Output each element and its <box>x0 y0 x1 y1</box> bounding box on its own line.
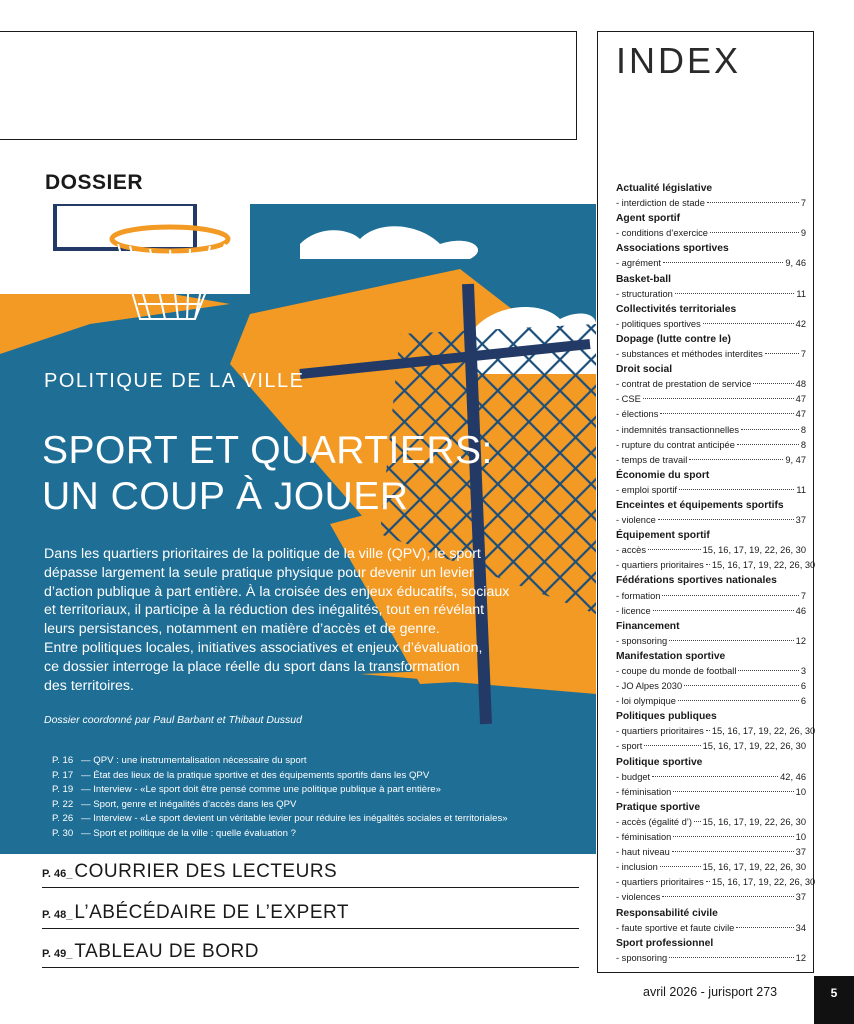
index-entry-pages: 48 <box>795 379 806 390</box>
toc-text: — État des lieux de la pratique sportive et des équipements sportifs dans les QPV <box>81 769 430 781</box>
rubric-title: L’ABÉCÉDAIRE DE L’EXPERT <box>74 902 349 923</box>
index-entry[interactable] <box>616 739 806 754</box>
index-entry[interactable] <box>616 287 806 302</box>
index-entry-text: - violences <box>616 892 661 903</box>
index-entry-text: - violence <box>616 515 656 526</box>
index-heading: Actualité législative <box>616 183 713 194</box>
index-heading: Manifestation sportive <box>616 650 726 662</box>
index-entry-text: - quartiers prioritaires <box>616 726 704 737</box>
toc-page: P. 26 <box>52 813 74 824</box>
index-entry-pages: 8 <box>800 424 806 435</box>
index-entry-pages: 6 <box>800 681 806 692</box>
index-entry[interactable] <box>616 845 806 860</box>
index-entry[interactable] <box>616 694 806 709</box>
dot-leader <box>738 670 798 671</box>
index-entry-text: - licence <box>616 605 651 616</box>
index-heading: Collectivités territoriales <box>616 303 737 315</box>
rubric-courrier[interactable] <box>42 861 579 888</box>
lead-line: leurs persistances, notamment en matière d’accès et de genre. <box>44 621 440 638</box>
index-entry-pages: 12 <box>795 952 806 963</box>
index-entry[interactable] <box>616 921 806 936</box>
index-entry-pages: 15, 16, 17, 19, 22, 26, 30 <box>702 862 806 873</box>
section-label: DOSSIER <box>45 171 144 194</box>
index-heading: Politique sportive <box>616 756 703 768</box>
toc-text: — Interview - «Le sport doit être pensé comme une politique publique à part entière» <box>81 784 441 795</box>
index-entry-text: - féminisation <box>616 786 672 797</box>
index-entry-pages: 15, 16, 17, 19, 22, 26, 30 <box>711 877 816 888</box>
index-entry[interactable] <box>616 664 806 679</box>
toc-item[interactable] <box>52 812 508 827</box>
toc-page: P. 19 <box>52 784 74 795</box>
index-entry[interactable] <box>616 770 806 785</box>
index-entry-pages: 3 <box>800 666 806 676</box>
article-kicker: POLITIQUE DE LA VILLE <box>44 370 305 392</box>
index-entry[interactable] <box>616 513 806 528</box>
index-entry[interactable] <box>616 634 806 649</box>
rubric-page: P. 46_ <box>42 868 73 880</box>
index-entry-text: - indemnités transactionnelles <box>616 424 739 435</box>
index-entry-text: - quartiers prioritaires <box>616 877 704 888</box>
index-entry-text: - rupture du contrat anticipée <box>616 439 735 450</box>
issue-footer: avril 2026 - jurisport 273 <box>643 985 778 999</box>
dot-leader <box>678 700 799 701</box>
index-entry-pages: 15, 16, 17, 19, 22, 26, 30 <box>711 726 816 737</box>
index-entry-pages: 6 <box>800 696 806 707</box>
index-heading: Dopage (lutte contre le) <box>616 333 731 345</box>
dot-leader <box>679 489 794 490</box>
article-title-line: UN COUP À JOUER <box>42 475 409 518</box>
index-heading: Fédérations sportives nationales <box>616 575 777 587</box>
dot-leader <box>643 398 794 399</box>
dot-leader <box>662 595 798 596</box>
lead-line: des territoires. <box>44 677 134 694</box>
dot-leader <box>741 429 799 430</box>
index-heading: Pratique sportive <box>616 801 701 813</box>
rubric-tableau[interactable] <box>42 941 579 968</box>
dot-leader <box>694 821 701 822</box>
toc-item[interactable] <box>52 827 508 842</box>
index-entry-text: - loi olympique <box>616 696 676 707</box>
index-entry-pages: 15, 16, 17, 19, 22, 26, 30 <box>702 545 806 556</box>
dot-leader <box>706 564 710 565</box>
dot-leader <box>703 323 794 324</box>
index-entry-text: - haut niveau <box>616 847 670 858</box>
index-entry[interactable] <box>616 256 806 271</box>
lead-line: d’action publique à part entière. À la croisée des enjeux éducatifs, sociaux <box>44 583 510 600</box>
dot-leader <box>669 640 793 641</box>
dot-leader <box>653 610 794 611</box>
rubric-title: COURRIER DES LECTEURS <box>74 861 338 882</box>
index-entry-text: - formation <box>616 590 661 601</box>
dot-leader <box>689 459 783 460</box>
index-entry-pages: 9, 47 <box>785 454 806 465</box>
index-entry[interactable] <box>616 377 806 392</box>
dot-leader <box>652 776 778 777</box>
index-entry-text: - temps de travail <box>616 454 688 465</box>
index-entry-pages: 15, 16, 17, 19, 22, 26, 30 <box>702 816 806 827</box>
toc-item[interactable] <box>52 769 508 784</box>
dot-leader <box>644 745 700 746</box>
dot-leader <box>660 866 701 867</box>
index-heading: Financement <box>616 620 680 632</box>
index-heading: Politiques publiques <box>616 711 717 723</box>
dot-leader <box>673 836 793 837</box>
index-list <box>616 181 816 966</box>
index-title: INDEX <box>616 40 742 81</box>
dot-leader <box>673 791 793 792</box>
toc-text: — Sport, genre et inégalités d’accès dans les QPV <box>81 798 297 810</box>
index-entry[interactable] <box>616 483 806 498</box>
lead-line: et territoriaux, il participe à la réduction des inégalités, tout en révélant <box>44 602 485 619</box>
index-heading: Associations sportives <box>616 243 729 255</box>
index-entry[interactable] <box>616 423 806 438</box>
lead-line: Dans les quartiers prioritaires de la politique de la ville (QPV), le sport <box>44 546 481 562</box>
index-heading: Sport professionnel <box>616 937 714 949</box>
toc-page: P. 22 <box>52 798 74 810</box>
page-number: 5 <box>814 976 854 1024</box>
toc-page: P. 17 <box>52 769 74 781</box>
toc-page: P. 30 <box>52 827 74 839</box>
index-entry[interactable] <box>616 785 806 800</box>
dot-leader <box>662 896 793 897</box>
index-entry-text: - sport <box>616 741 643 752</box>
index-entry[interactable] <box>616 830 806 845</box>
index-entry-text: - conditions d’exercice <box>616 228 708 239</box>
index-heading: Basket-ball <box>616 273 671 285</box>
index-entry-pages: 15, 16, 17, 19, 22, 26, 30 <box>702 741 806 752</box>
dot-leader <box>706 730 710 731</box>
index-entry-pages: 7 <box>800 349 806 360</box>
index-entry-pages: 37 <box>795 515 806 526</box>
dot-leader <box>765 353 799 354</box>
index-entry[interactable] <box>616 875 816 890</box>
toc-item[interactable] <box>52 754 508 769</box>
dot-leader <box>737 444 799 445</box>
toc-text: — Sport et politique de la ville : quelle évaluation ? <box>81 827 296 839</box>
index-entry-pages: 11 <box>796 288 806 299</box>
index-entry-pages: 42 <box>795 318 806 329</box>
index-entry-pages: 10 <box>795 786 806 797</box>
dot-leader <box>672 851 794 852</box>
index-entry-text: - budget <box>616 771 651 782</box>
dot-leader <box>736 927 793 928</box>
index-entry-text: - faute sportive et faute civile <box>616 922 735 933</box>
index-entry-pages: 46 <box>795 605 806 616</box>
dossier-toc <box>52 754 508 841</box>
index-entry[interactable] <box>616 347 806 362</box>
index-entry[interactable] <box>616 679 806 694</box>
lead-line: ce dossier interroge la place réelle du sport dans la transformation <box>44 658 460 675</box>
index-entry-pages: 42, 46 <box>780 771 806 782</box>
index-entry[interactable] <box>616 951 806 966</box>
index-entry[interactable] <box>616 317 806 332</box>
index-entry-text: - agrément <box>616 258 661 269</box>
index-entry[interactable] <box>616 558 816 573</box>
index-entry-pages: 7 <box>800 198 806 209</box>
dot-leader <box>675 293 795 294</box>
dot-leader <box>658 519 794 520</box>
index-entry-pages: 11 <box>796 484 806 495</box>
index-entry-pages: 37 <box>795 847 806 858</box>
dot-leader <box>706 881 710 882</box>
index-entry[interactable] <box>616 543 806 558</box>
index-entry-pages: 47 <box>795 394 806 405</box>
index-entry[interactable] <box>616 196 806 211</box>
index-entry[interactable] <box>616 724 816 739</box>
index-entry[interactable] <box>616 890 806 905</box>
index-entry-text: - sponsoring <box>616 952 668 963</box>
lead-line: Entre politiques locales, initiatives associatives et enjeux d’évaluation, <box>44 639 483 656</box>
lead-line: dépasse largement la seule pratique physique pour devenir un levier <box>44 564 474 581</box>
index-entry-text: - sponsoring <box>616 635 668 646</box>
dot-leader <box>753 383 793 384</box>
index-entry-pages: 34 <box>795 922 806 933</box>
article-lead <box>44 545 514 695</box>
index-entry-text: - coupe du monde de football <box>616 666 737 676</box>
index-entry[interactable] <box>616 226 806 241</box>
index-entry[interactable] <box>616 860 806 875</box>
article-title-line: SPORT ET QUARTIERS: <box>42 429 493 472</box>
index-heading: Agent sportif <box>616 213 681 225</box>
toc-item[interactable] <box>52 798 508 813</box>
rubric-page: P. 49_ <box>42 948 73 960</box>
toc-text: — Interview - «Le sport devient un véritable levier pour réduire les inégalités sociales et territoriales» <box>81 813 508 824</box>
top-frame <box>0 31 577 140</box>
index-entry-text: - emploi sportif <box>616 484 677 495</box>
index-entry-text: - JO Alpes 2030 <box>616 681 683 692</box>
article-title <box>42 428 493 520</box>
rubric-abecedaire[interactable] <box>42 902 579 929</box>
index-entry-pages: 47 <box>795 409 806 420</box>
index-entry-text: - élections <box>616 409 659 420</box>
index-entry-pages: 10 <box>795 832 806 843</box>
index-heading: Enceintes et équipements sportifs <box>616 499 784 511</box>
index-heading: Responsabilité civile <box>616 907 718 919</box>
index-heading: Droit social <box>616 364 673 376</box>
index-entry-pages: 7 <box>800 590 806 601</box>
index-entry-pages: 9 <box>800 228 806 239</box>
index-entry-text: - féminisation <box>616 832 672 843</box>
dot-leader <box>663 262 783 263</box>
index-entry-pages: 12 <box>795 635 806 646</box>
index-entry-text: - contrat de prestation de service <box>616 379 752 390</box>
toc-page: P. 16 <box>52 755 74 766</box>
index-entry-text: - accès <box>616 545 646 556</box>
index-entry[interactable] <box>616 453 806 468</box>
dot-leader <box>684 685 799 686</box>
dot-leader <box>669 957 793 958</box>
index-entry-text: - structuration <box>616 288 673 299</box>
rubric-title: TABLEAU DE BORD <box>74 941 259 962</box>
index-entry-text: - substances et méthodes interdites <box>616 349 763 360</box>
toc-text: — QPV : une instrumentalisation nécessaire du sport <box>81 755 307 766</box>
index-entry[interactable] <box>616 407 806 422</box>
index-entry-pages: 15, 16, 17, 19, 22, 26, 30 <box>711 560 816 571</box>
index-entry-text: - quartiers prioritaires <box>616 560 704 571</box>
index-entry-text: - interdiction de stade <box>616 198 705 209</box>
index-entry-text: - CSE <box>616 394 641 405</box>
index-entry[interactable] <box>616 604 806 619</box>
toc-item[interactable] <box>52 783 508 798</box>
index-entry-text: - accès (égalité d’) <box>616 816 692 827</box>
index-heading: Équipement sportif <box>616 530 710 542</box>
index-entry-pages: 8 <box>800 439 806 450</box>
index-entry-text: - inclusion <box>616 862 658 873</box>
index-entry[interactable] <box>616 438 806 453</box>
index-entry[interactable] <box>616 815 806 830</box>
index-entry[interactable] <box>616 589 806 604</box>
dot-leader <box>707 202 799 203</box>
index-entry-pages: 37 <box>795 892 806 903</box>
dot-leader <box>660 413 793 414</box>
dot-leader <box>648 549 701 550</box>
index-entry-text: - politiques sportives <box>616 318 701 329</box>
coordination-credit: Dossier coordonné par Paul Barbant et Thibaut Dussud <box>44 714 302 726</box>
rubric-page: P. 48_ <box>42 909 73 921</box>
index-heading: Économie du sport <box>616 469 710 481</box>
index-entry[interactable] <box>616 392 806 407</box>
dot-leader <box>710 232 799 233</box>
index-entry-pages: 9, 46 <box>785 258 806 269</box>
